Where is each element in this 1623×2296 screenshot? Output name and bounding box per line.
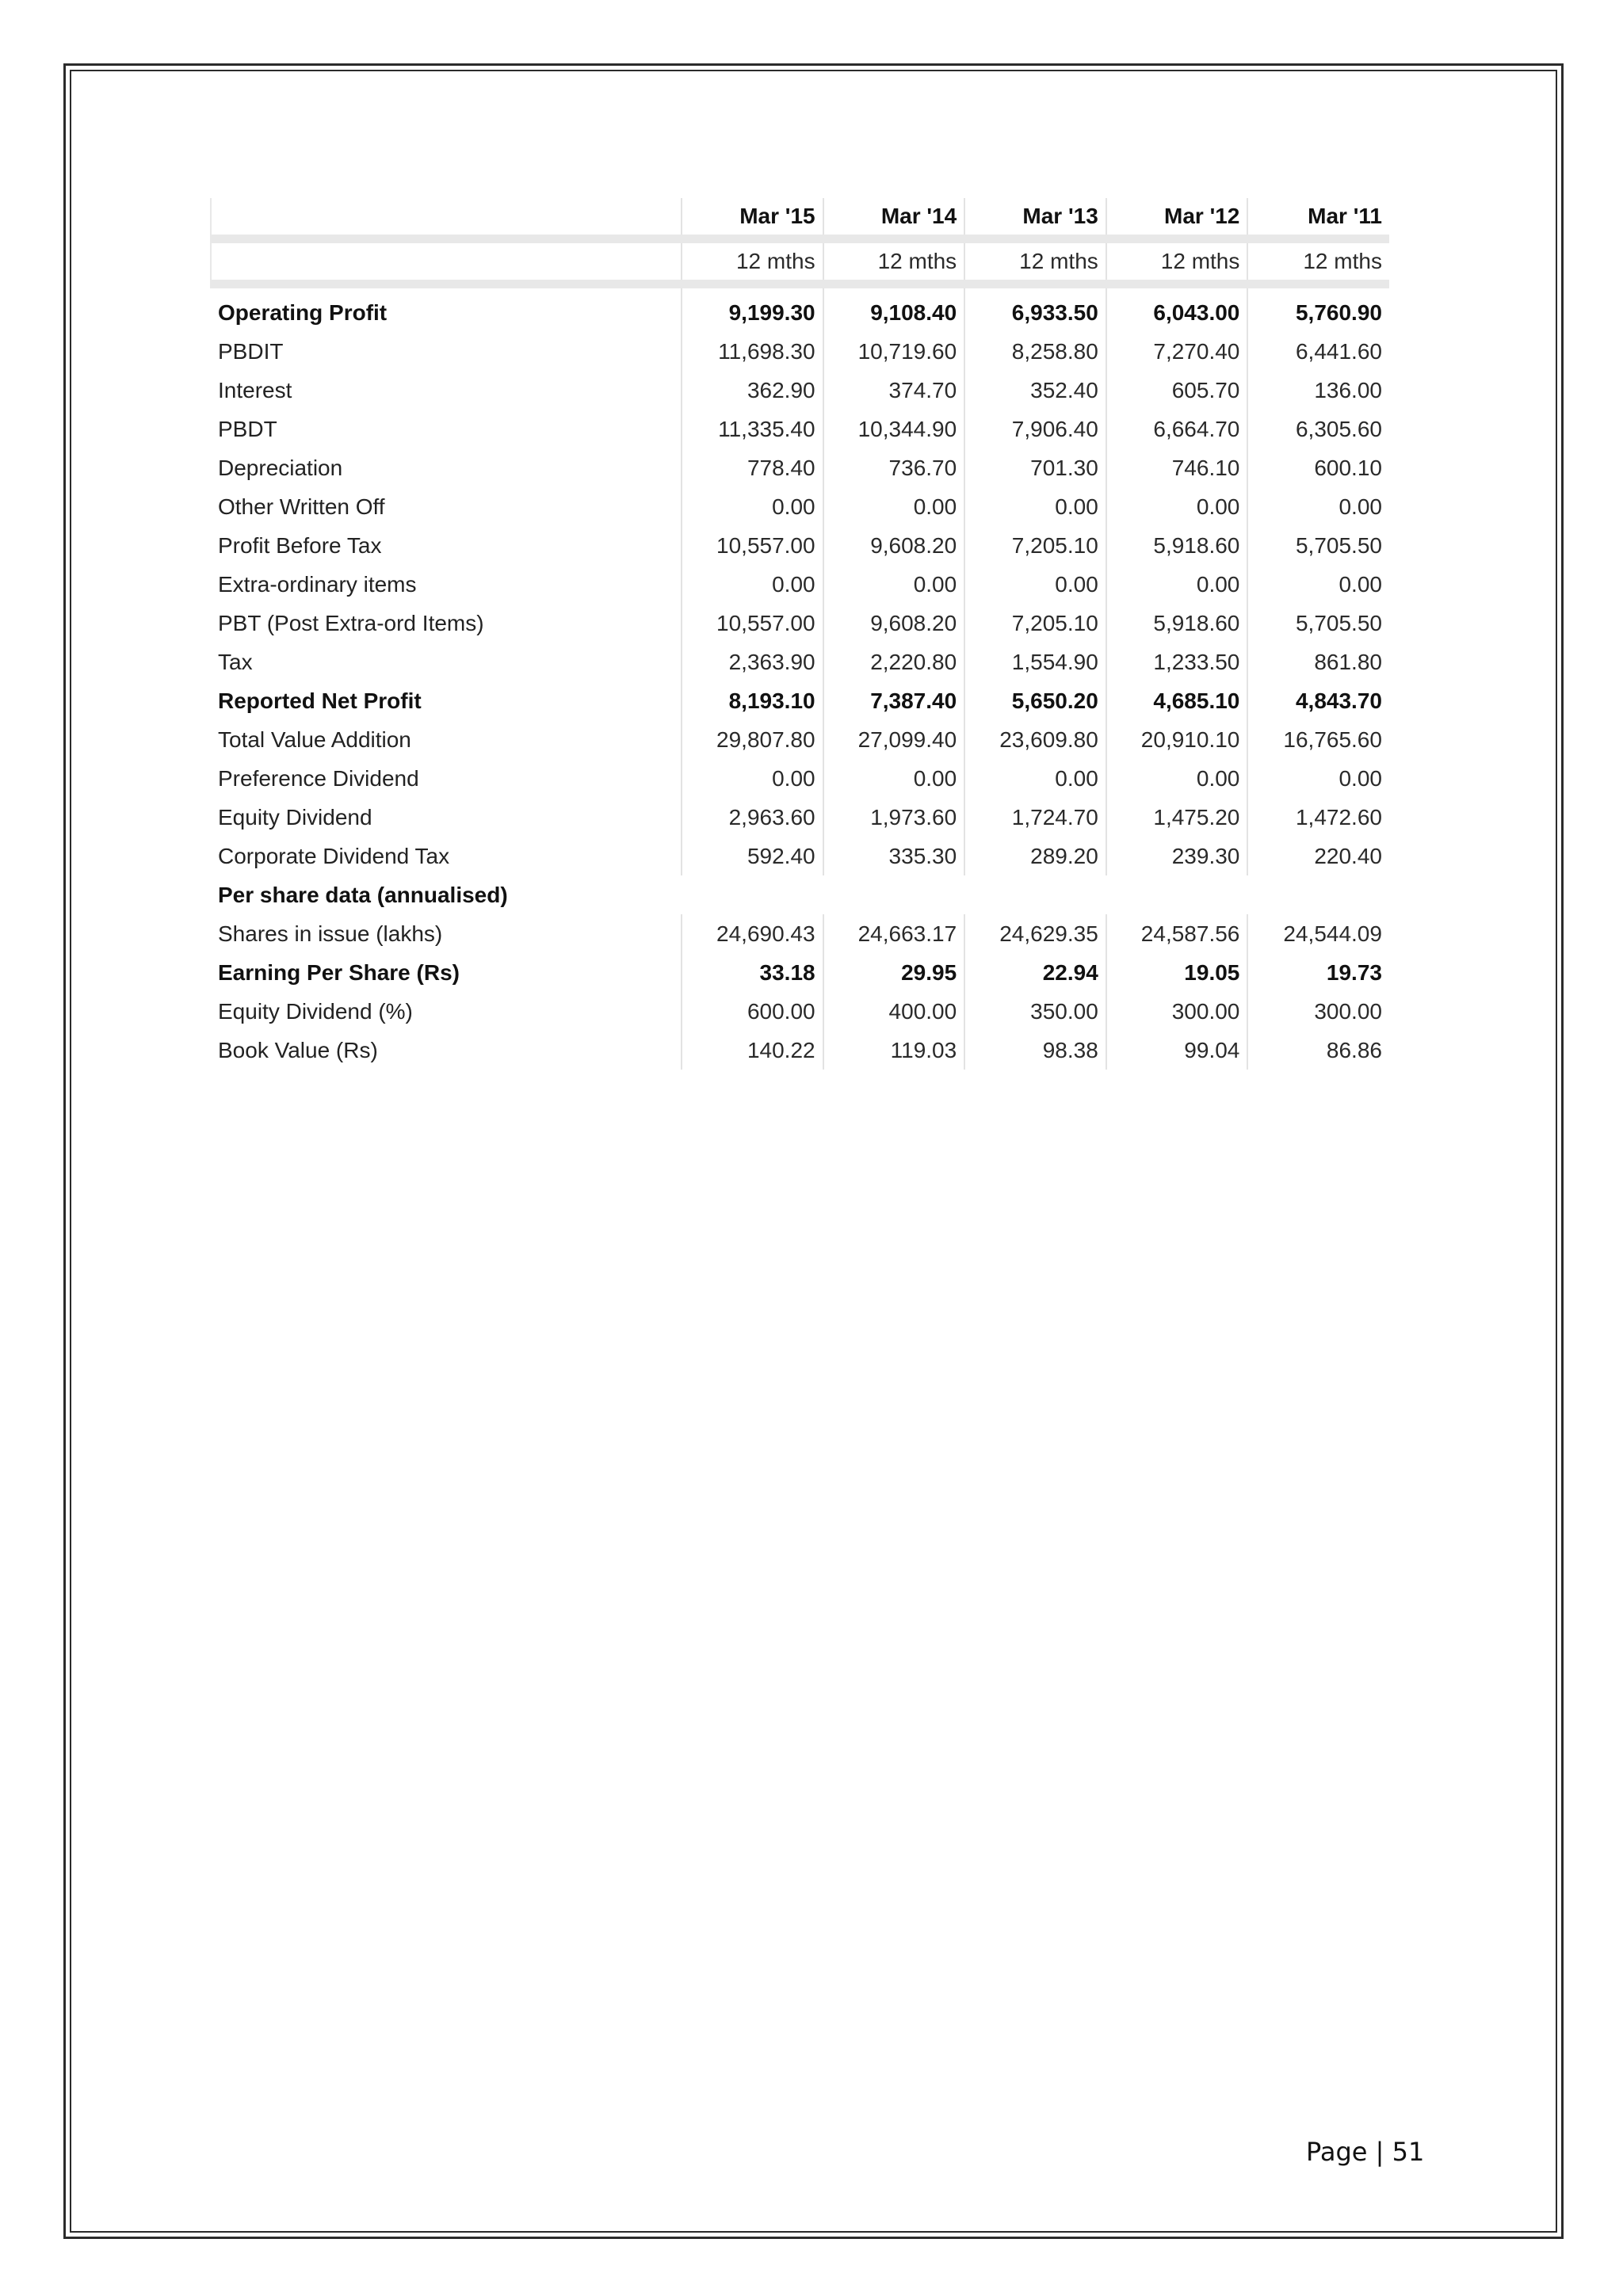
table-row [211,720,1389,759]
row-value: 746.10 [1106,448,1248,487]
row-value: 600.00 [682,992,823,1031]
row-label: Operating Profit [218,299,388,325]
row-label: Equity Dividend (%) [218,998,413,1024]
row-value: 701.30 [964,448,1106,487]
row-value: 5,760.90 [1247,284,1389,333]
row-label: Earning Per Share (Rs) [218,959,460,985]
row-value: 239.30 [1106,837,1248,875]
row-value: 5,705.50 [1247,526,1389,565]
row-value: 220.40 [1247,837,1389,875]
row-value: 24,663.17 [823,914,965,953]
column-header-period: 12 mths [823,239,965,284]
row-value: 6,664.70 [1106,410,1248,448]
row-value: 33.18 [682,953,823,992]
row-value: 9,608.20 [823,604,965,643]
table-row [211,914,1389,953]
column-header-year: Mar '13 [964,198,1106,239]
row-value: 600.10 [1247,448,1389,487]
table-row [211,759,1389,798]
row-label: Book Value (Rs) [218,1037,378,1062]
row-value: 0.00 [1247,565,1389,604]
row-value: 0.00 [682,759,823,798]
row-value: 2,220.80 [823,643,965,681]
row-value: 23,609.80 [964,720,1106,759]
row-value: 86.86 [1247,1031,1389,1070]
row-value [682,875,823,914]
column-header-year: Mar '12 [1106,198,1248,239]
row-value: 0.00 [964,565,1106,604]
financial-table [210,198,1389,1070]
row-value: 350.00 [964,992,1106,1031]
row-value: 24,690.43 [682,914,823,953]
row-value: 4,843.70 [1247,681,1389,720]
table-row [211,565,1389,604]
row-value: 2,363.90 [682,643,823,681]
table-row [211,604,1389,643]
row-label: Extra-ordinary items [218,571,417,597]
row-value: 0.00 [1106,759,1248,798]
row-value: 778.40 [682,448,823,487]
column-header-year: Mar '14 [823,198,965,239]
row-value: 1,554.90 [964,643,1106,681]
column-header-period: 12 mths [964,239,1106,284]
row-value: 27,099.40 [823,720,965,759]
table-row [211,681,1389,720]
row-value: 11,698.30 [682,332,823,371]
row-value: 6,933.50 [964,284,1106,333]
row-value: 10,344.90 [823,410,965,448]
row-value: 19.73 [1247,953,1389,992]
row-label: Equity Dividend [218,804,372,830]
table-row [211,410,1389,448]
row-value: 9,108.40 [823,284,965,333]
row-value [1106,875,1248,914]
section-header-row [211,875,1389,914]
row-label: Interest [218,377,292,402]
table-row [211,448,1389,487]
table-row [211,798,1389,837]
row-value: 119.03 [823,1031,965,1070]
row-value: 362.90 [682,371,823,410]
table-body [211,284,1389,1070]
row-value: 29.95 [823,953,965,992]
row-value: 5,705.50 [1247,604,1389,643]
row-value: 10,719.60 [823,332,965,371]
row-value: 374.70 [823,371,965,410]
row-label: Profit Before Tax [218,532,382,558]
row-value: 0.00 [964,487,1106,526]
row-value: 592.40 [682,837,823,875]
row-label: PBDT [218,416,277,441]
column-header-period: 12 mths [682,239,823,284]
row-value: 7,906.40 [964,410,1106,448]
row-value: 0.00 [823,487,965,526]
table-row [211,526,1389,565]
row-value: 736.70 [823,448,965,487]
row-value: 289.20 [964,837,1106,875]
table-row [211,992,1389,1031]
row-value [964,875,1106,914]
row-value: 7,205.10 [964,604,1106,643]
header-corner [211,198,682,239]
row-value: 605.70 [1106,371,1248,410]
row-value: 9,199.30 [682,284,823,333]
row-label: Tax [218,649,253,674]
row-value: 352.40 [964,371,1106,410]
row-label: Corporate Dividend Tax [218,843,450,868]
row-value [1247,875,1389,914]
row-value: 19.05 [1106,953,1248,992]
column-header-year: Mar '11 [1247,198,1389,239]
row-value: 1,233.50 [1106,643,1248,681]
row-label: Preference Dividend [218,765,419,791]
table-row [211,332,1389,371]
row-value: 4,685.10 [1106,681,1248,720]
row-value: 11,335.40 [682,410,823,448]
row-value: 0.00 [1106,487,1248,526]
row-label: Reported Net Profit [218,688,422,713]
row-value: 5,650.20 [964,681,1106,720]
header-corner [211,239,682,284]
row-value: 7,387.40 [823,681,965,720]
row-value: 1,973.60 [823,798,965,837]
row-label: Shares in issue (lakhs) [218,921,443,946]
row-value: 9,608.20 [823,526,965,565]
row-value: 6,043.00 [1106,284,1248,333]
row-value: 0.00 [823,565,965,604]
row-value: 136.00 [1247,371,1389,410]
row-value: 29,807.80 [682,720,823,759]
table-row [211,1031,1389,1070]
table-row [211,487,1389,526]
row-label: Per share data (annualised) [218,882,508,907]
row-value: 0.00 [682,565,823,604]
row-value: 0.00 [823,759,965,798]
row-value: 861.80 [1247,643,1389,681]
row-value: 140.22 [682,1031,823,1070]
row-value: 10,557.00 [682,526,823,565]
row-value: 16,765.60 [1247,720,1389,759]
row-value: 5,918.60 [1106,604,1248,643]
row-value: 400.00 [823,992,965,1031]
row-value: 6,441.60 [1247,332,1389,371]
row-value: 98.38 [964,1031,1106,1070]
row-value [823,875,965,914]
row-value: 8,193.10 [682,681,823,720]
column-header-period: 12 mths [1247,239,1389,284]
row-label: PBDIT [218,338,284,364]
row-value: 0.00 [682,487,823,526]
row-value: 24,587.56 [1106,914,1248,953]
row-value: 1,724.70 [964,798,1106,837]
row-value: 5,918.60 [1106,526,1248,565]
column-header-year: Mar '15 [682,198,823,239]
table-row [211,371,1389,410]
table-row [211,643,1389,681]
row-value: 7,270.40 [1106,332,1248,371]
row-value: 10,557.00 [682,604,823,643]
row-value: 99.04 [1106,1031,1248,1070]
row-value: 1,475.20 [1106,798,1248,837]
table-row [211,837,1389,875]
column-header-period: 12 mths [1106,239,1248,284]
row-value: 6,305.60 [1247,410,1389,448]
row-value: 0.00 [964,759,1106,798]
row-value: 20,910.10 [1106,720,1248,759]
row-value: 24,544.09 [1247,914,1389,953]
row-label: Total Value Addition [218,727,411,752]
row-value: 0.00 [1106,565,1248,604]
row-value: 335.30 [823,837,965,875]
row-label: PBT (Post Extra-ord Items) [218,610,484,635]
table-row [211,284,1389,333]
row-value: 1,472.60 [1247,798,1389,837]
row-value: 8,258.80 [964,332,1106,371]
row-value: 7,205.10 [964,526,1106,565]
row-value: 300.00 [1247,992,1389,1031]
row-label: Other Written Off [218,494,385,519]
header-row-years [211,198,1389,239]
row-value: 300.00 [1106,992,1248,1031]
row-value: 22.94 [964,953,1106,992]
row-label: Depreciation [218,455,343,480]
page-number: Page | 51 [1306,2137,1425,2167]
row-value: 2,963.60 [682,798,823,837]
row-value: 0.00 [1247,487,1389,526]
row-value: 24,629.35 [964,914,1106,953]
header-row-periods [211,239,1389,284]
table-row [211,953,1389,992]
row-value: 0.00 [1247,759,1389,798]
